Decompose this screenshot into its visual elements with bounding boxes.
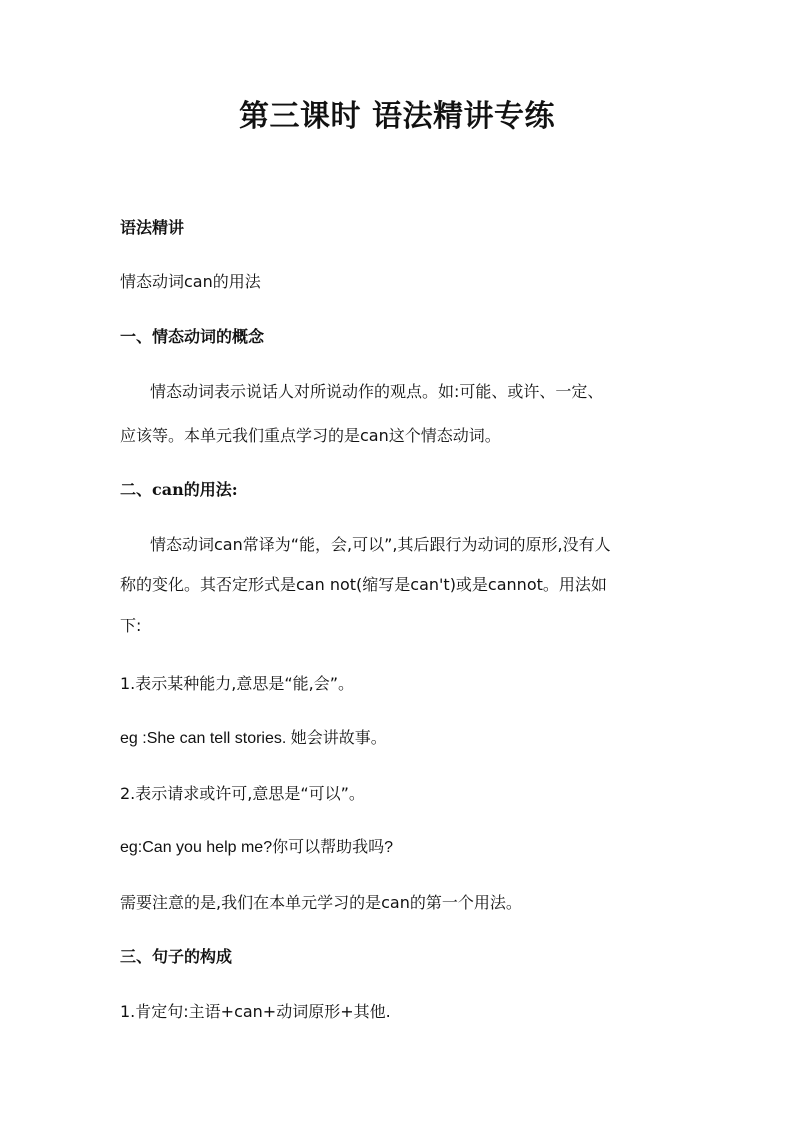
example-request: eg:Can you help me?你可以帮助我吗? [120,839,394,856]
usage-item-request: 2.表示请求或许可,意思是“可以”。 [120,784,365,803]
paragraph-concept-line-1: 情态动词表示说话人对所说动作的观点。如:可能、或许、一定、 [150,382,604,401]
structure-item-affirmative: 1.肯定句:主语+can+动词原形+其他. [120,1002,391,1021]
section-heading-sentence-structure: 三、句子的构成 [120,947,233,966]
paragraph-concept-line-2: 应该等。本单元我们重点学习的是can这个情态动词。 [120,426,501,445]
section-heading-can-usage: 二、can的用法: [120,480,238,499]
paragraph-can-line-2: 称的变化。其否定形式是can not(缩写是can't)或是cannot。用法如 [120,575,607,594]
example-ability: eg :She can tell stories. 她会讲故事。 [120,730,387,747]
usage-item-ability: 1.表示某种能力,意思是“能,会”。 [120,674,355,693]
section-heading-concept: 一、情态动词的概念 [120,327,265,346]
paragraph-can-line-1: 情态动词can常译为“能，会,可以”,其后跟行为动词的原形,没有人 [150,535,611,554]
section-heading-grammar: 语法精讲 [120,218,185,237]
subtitle-can-usage: 情态动词can的用法 [120,272,261,291]
note-first-usage: 需要注意的是,我们在本单元学习的是can的第一个用法。 [120,893,522,912]
page-title: 第三课时 语法精讲专练 [239,99,555,134]
paragraph-can-line-3: 下: [120,616,142,635]
